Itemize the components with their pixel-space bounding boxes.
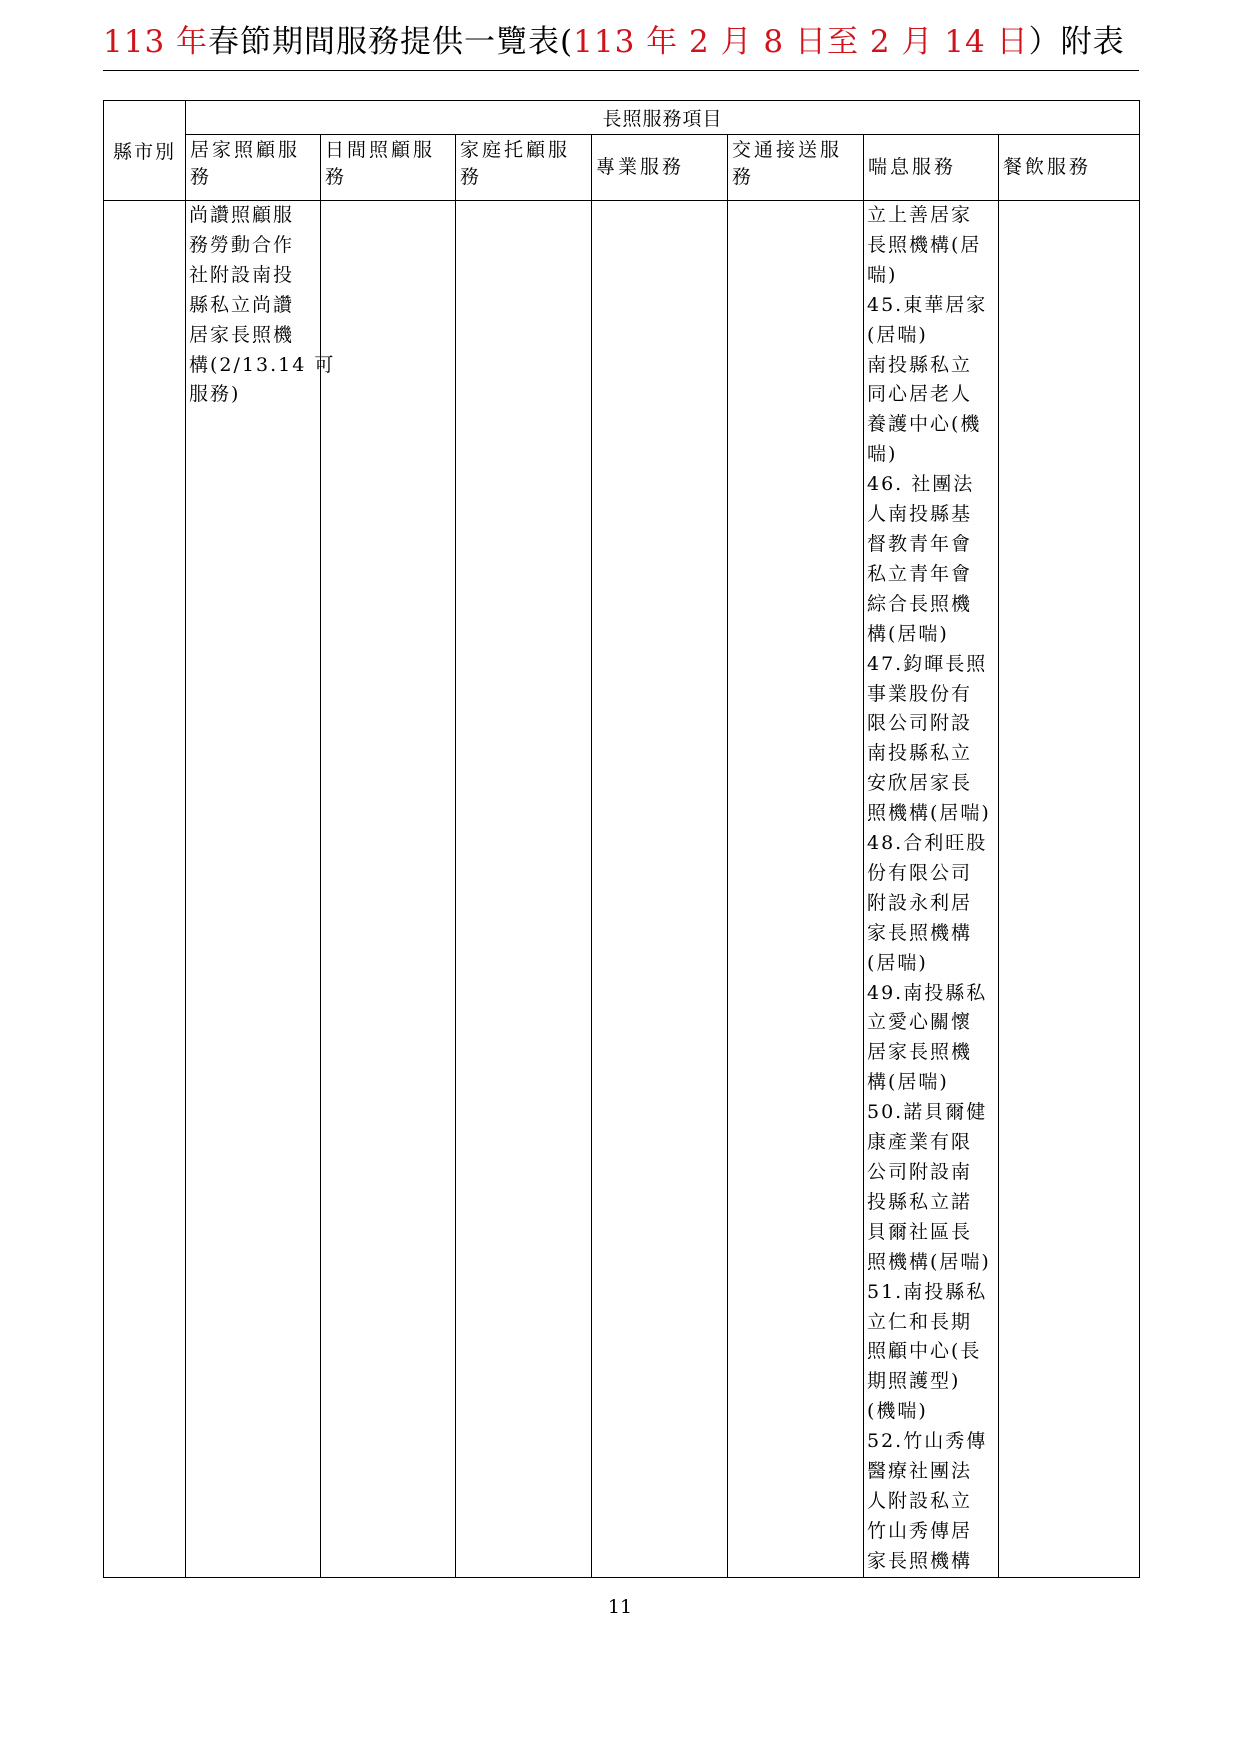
respite-line: 督教青年會 <box>867 532 973 555</box>
respite-line: 49.南投縣私 <box>867 981 988 1004</box>
respite-text <box>864 201 998 1577</box>
respite-line: 照顧中心(長 <box>867 1340 982 1363</box>
service-group-header: 長照服務項目 <box>186 101 1140 135</box>
respite-line: 養護中心(機 <box>867 413 982 436</box>
family-care-cell <box>456 201 592 1578</box>
home-care-line: 居家長照機 <box>189 323 295 346</box>
col-transport: 交通接送服務 <box>728 135 864 201</box>
respite-line: 人南投縣基 <box>867 503 973 526</box>
respite-line: 照機構(居喘) <box>867 1250 991 1273</box>
respite-line: 構(居喘) <box>867 622 949 645</box>
respite-line: (居喘) <box>867 951 928 974</box>
home-care-cell <box>186 201 336 1578</box>
title-suffix: ）附表 <box>1028 24 1125 60</box>
page-title <box>103 18 1143 66</box>
home-care-line: 縣私立尚讚 <box>189 293 295 316</box>
respite-line: 長照機構(居 <box>867 233 982 256</box>
respite-line: 期照護型) <box>867 1370 961 1393</box>
respite-line: 喘) <box>867 263 898 286</box>
respite-line: 46. 社團法 <box>867 473 975 496</box>
header-row-group <box>104 101 1140 135</box>
respite-line: 公司附設南 <box>867 1161 973 1183</box>
respite-line: 人附設私立 <box>867 1489 973 1512</box>
respite-line: 私立青年會 <box>867 562 973 585</box>
respite-line: 附設永利居 <box>867 891 973 914</box>
respite-line: 立愛心關懷 <box>867 1011 973 1034</box>
county-header: 縣市別 <box>104 101 186 201</box>
meals-cell <box>999 201 1140 1578</box>
respite-line: 48.合利旺股 <box>867 832 988 855</box>
respite-line: 家長照機構 <box>867 921 973 944</box>
respite-line: 貝爾社區長 <box>867 1220 973 1243</box>
respite-line: 安欣居家長 <box>867 772 973 795</box>
respite-line: 同心居老人 <box>867 383 973 406</box>
respite-line: 居家長照機 <box>867 1041 973 1064</box>
title-dates: 113 年 2 月 8 日至 2 月 14 日 <box>573 24 1029 60</box>
home-care-text <box>186 201 336 410</box>
respite-line: 份有限公司 <box>867 861 973 884</box>
home-care-line: 社附設南投 <box>189 263 295 286</box>
respite-cell <box>864 201 999 1578</box>
respite-line: 50.諾貝爾健 <box>867 1101 988 1124</box>
respite-line: (機喘) <box>867 1400 928 1423</box>
service-table <box>103 100 1140 1578</box>
respite-line: 限公司附設 <box>867 712 973 735</box>
col-home-care: 居家照顧服務 <box>186 135 321 201</box>
respite-line: 喘) <box>867 443 898 466</box>
header-row-columns <box>104 135 1140 201</box>
respite-line: 家長照機構 <box>867 1549 973 1572</box>
title-main: 春節期間服務提供一覽表( <box>208 24 574 60</box>
respite-line: 構(居喘) <box>867 1071 949 1094</box>
col-day-care: 日間照顧服務 <box>321 135 456 201</box>
table-row <box>104 201 1140 1578</box>
professional-cell <box>592 201 728 1578</box>
home-care-line: 尚讚照顧服 <box>189 204 295 226</box>
respite-line: 立仁和長期 <box>867 1310 973 1333</box>
respite-line: 45.東華居家 <box>867 293 988 316</box>
respite-line: 醫療社團法 <box>867 1460 973 1483</box>
respite-line: 立上善居家 <box>867 204 973 226</box>
col-respite: 喘息服務 <box>864 135 999 201</box>
respite-line: 南投縣私立 <box>867 742 973 765</box>
respite-line: 51.南投縣私 <box>867 1280 988 1303</box>
county-cell <box>104 201 186 1578</box>
respite-line: 綜合長照機 <box>867 592 973 615</box>
home-care-line: 務勞動合作 <box>189 233 295 256</box>
respite-line: 投縣私立諾 <box>867 1190 973 1213</box>
home-care-line: 服務) <box>189 383 241 406</box>
respite-line: 康產業有限 <box>867 1131 973 1154</box>
respite-line: 南投縣私立 <box>867 353 973 376</box>
col-meals: 餐飲服務 <box>999 135 1140 201</box>
page-number: 11 <box>607 1596 633 1618</box>
respite-line: 47.鈞暉長照 <box>867 652 988 675</box>
respite-line: 照機構(居喘) <box>867 802 991 825</box>
col-family-care: 家庭托顧服務 <box>456 135 592 201</box>
transport-cell <box>728 201 864 1578</box>
home-care-line: 構(2/13.14 可 <box>189 353 336 376</box>
col-professional: 專業服務 <box>592 135 728 201</box>
respite-line: (居喘) <box>867 323 928 346</box>
respite-line: 52.竹山秀傳 <box>867 1430 988 1453</box>
title-year: 113 年 <box>103 24 209 60</box>
respite-line: 事業股份有 <box>867 682 973 705</box>
title-underline <box>103 70 1139 71</box>
day-care-cell <box>321 201 456 1578</box>
respite-line: 竹山秀傳居 <box>867 1519 973 1542</box>
